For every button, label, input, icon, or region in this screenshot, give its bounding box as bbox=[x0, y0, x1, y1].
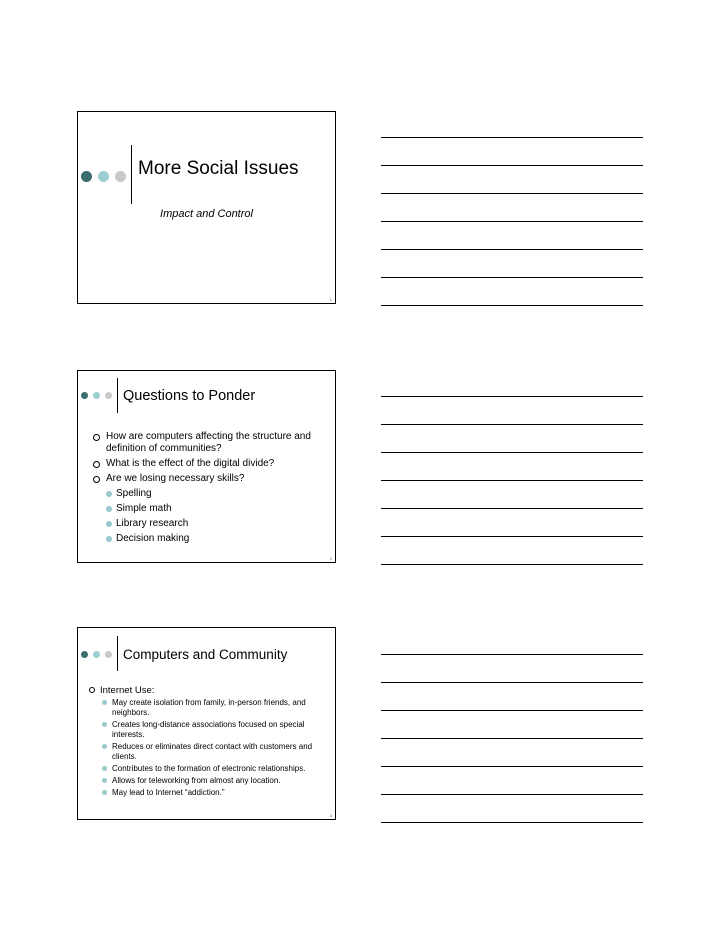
list-item-text: Contributes to the formation of electronic relationships. bbox=[112, 764, 306, 773]
slide-title: Computers and Community bbox=[123, 647, 288, 662]
list-item-text: Internet Use: bbox=[100, 685, 155, 696]
bullet-list bbox=[89, 685, 329, 800]
list-item-text: How are computers affecting the structure and definition of communities? bbox=[106, 431, 311, 454]
list-item-text: Library research bbox=[116, 518, 189, 529]
list-item bbox=[93, 488, 333, 500]
notes-line bbox=[381, 424, 643, 425]
notes-line bbox=[381, 654, 643, 655]
list-item bbox=[93, 473, 333, 485]
notes-line bbox=[381, 508, 643, 509]
list-item bbox=[89, 698, 329, 718]
list-item-text: May lead to Internet “addiction.” bbox=[112, 788, 225, 797]
page-number: 2 bbox=[329, 556, 332, 561]
notes-line bbox=[381, 480, 643, 481]
list-item bbox=[89, 742, 329, 762]
dot-teal-icon bbox=[98, 171, 109, 182]
title-divider bbox=[131, 145, 132, 204]
notes-line bbox=[381, 277, 643, 278]
page-number: 3 bbox=[329, 813, 332, 818]
notes-line bbox=[381, 682, 643, 683]
list-item bbox=[93, 518, 333, 530]
notes-line bbox=[381, 794, 643, 795]
dot-dark-icon bbox=[81, 171, 92, 182]
dot-gray-icon bbox=[105, 392, 112, 399]
slide-1 bbox=[77, 111, 336, 304]
list-item-text: Are we losing necessary skills? bbox=[106, 473, 245, 484]
notes-line bbox=[381, 249, 643, 250]
list-item-text: Simple math bbox=[116, 503, 172, 514]
list-item bbox=[93, 431, 333, 455]
notes-line bbox=[381, 564, 643, 565]
notes-line bbox=[381, 710, 643, 711]
list-item-text: What is the effect of the digital divide? bbox=[106, 458, 275, 469]
list-item bbox=[89, 685, 329, 696]
dot-teal-icon bbox=[93, 651, 100, 658]
list-item bbox=[89, 788, 329, 798]
slide-2 bbox=[77, 370, 336, 563]
notes-line bbox=[381, 822, 643, 823]
list-item bbox=[89, 764, 329, 774]
list-item-text: Creates long-distance associations focused on special interests. bbox=[112, 720, 305, 739]
dot-gray-icon bbox=[115, 171, 126, 182]
list-item bbox=[89, 720, 329, 740]
list-item bbox=[93, 533, 333, 545]
notes-line bbox=[381, 766, 643, 767]
notes-line bbox=[381, 738, 643, 739]
notes-line bbox=[381, 221, 643, 222]
dot-teal-icon bbox=[93, 392, 100, 399]
list-item bbox=[93, 458, 333, 470]
list-item-text: Reduces or eliminates direct contact with customers and clients. bbox=[112, 742, 313, 761]
page-number: 1 bbox=[329, 297, 332, 302]
list-item-text: May create isolation from family, in-person friends, and neighbors. bbox=[112, 698, 306, 717]
list-item bbox=[93, 503, 333, 515]
notes-line bbox=[381, 137, 643, 138]
notes-line bbox=[381, 193, 643, 194]
dot-gray-icon bbox=[105, 651, 112, 658]
title-divider bbox=[117, 636, 118, 671]
slide-title: Questions to Ponder bbox=[123, 388, 256, 404]
list-item bbox=[89, 776, 329, 786]
dot-dark-icon bbox=[81, 392, 88, 399]
slide-title: More Social Issues bbox=[138, 158, 299, 179]
notes-line bbox=[381, 396, 643, 397]
bullet-list bbox=[93, 431, 333, 548]
list-item-text: Decision making bbox=[116, 533, 190, 544]
notes-line bbox=[381, 452, 643, 453]
notes-line bbox=[381, 536, 643, 537]
slide-3 bbox=[77, 627, 336, 820]
slide-subtitle: Impact and Control bbox=[160, 208, 253, 220]
list-item-text: Spelling bbox=[116, 488, 152, 499]
notes-line bbox=[381, 165, 643, 166]
title-divider bbox=[117, 378, 118, 413]
list-item-text: Allows for teleworking from almost any location. bbox=[112, 776, 281, 785]
notes-line bbox=[381, 305, 643, 306]
dot-dark-icon bbox=[81, 651, 88, 658]
